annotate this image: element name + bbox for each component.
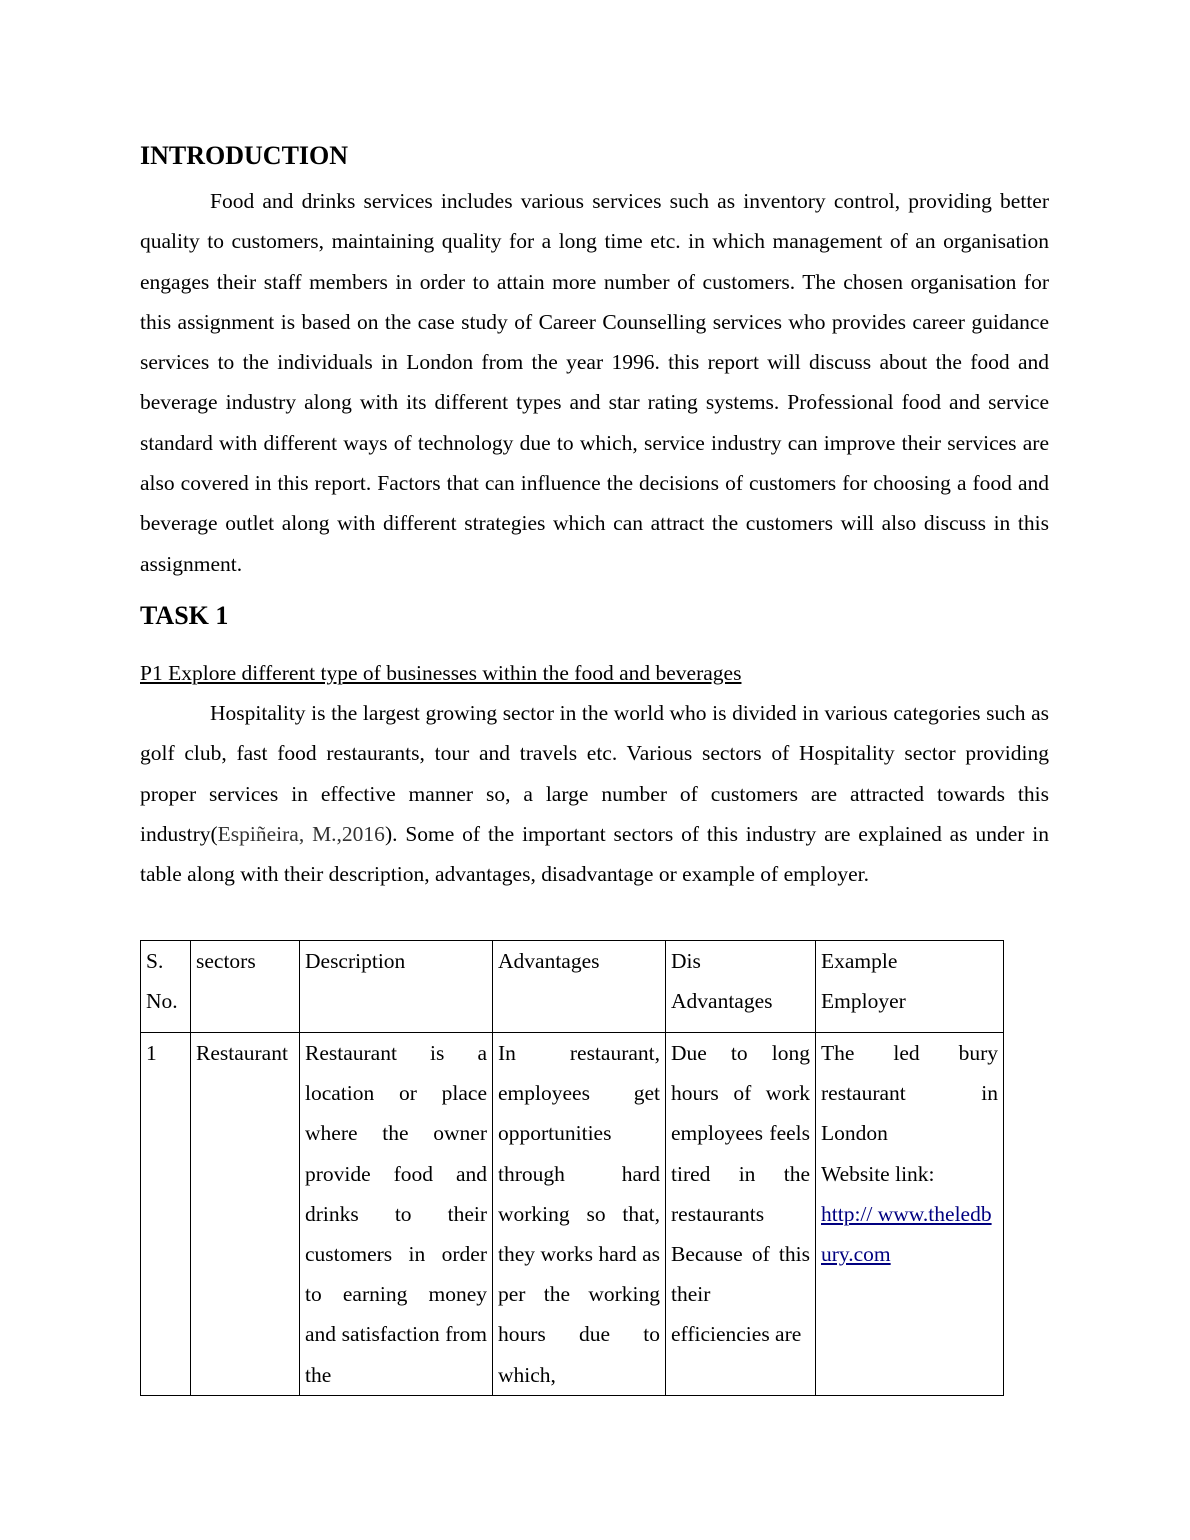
employer-website-link[interactable]: http:// www.theledbury.com [821,1201,992,1267]
header-advantages: Advantages [493,941,666,1033]
header-sno: S. No. [141,941,191,1033]
introduction-heading: INTRODUCTION [140,141,349,170]
cell-example-employer [816,1033,1004,1396]
introduction-paragraph: Food and drinks services includes various services such as inventory control, providing better quality to customers, maintaining quality for a long time etc. in which management of an organisation engages their staff members in order to attain more number of customers. The chosen organisation for this assignment is based on the case study of Career Counselling services who provides career guidance services to the individuals in London from the year 1996. this report will discuss about the food and beverage industry along with its different types and star rating systems. Professional food and service standard with different ways of technology due to which, service industry can improve their services are also covered in this report. Factors that can influence the decisions of customers for choosing a food and beverage outlet along with different strategies which can attract the customers will also discuss in this assignment. [140,189,1049,576]
cell-disadvantages: Due to long hours of work employees feels tired in the restaurants Because of this their efficiencies are [666,1033,816,1396]
header-description: Description [300,941,493,1033]
table-row [141,1033,1004,1396]
header-example-employer: Example Employer [816,941,1004,1033]
cell-sector: Restaurant [191,1033,300,1396]
table-header-row [141,941,1004,1033]
employer-name: The led bury restaurant in London [821,1041,998,1146]
sectors-table [140,940,1004,1396]
p1-subheading: P1 Explore different type of businesses within the food and beverages [140,661,742,685]
header-disadvantages: Dis Advantages [666,941,816,1033]
citation: Espiñeira, M.,2016 [217,821,385,846]
cell-advantages: In restaurant, employees get opportunities through hard working so that, they works hard as per the working hours due to which, [493,1033,666,1396]
task1-heading: TASK 1 [140,601,229,630]
cell-description: Restaurant is a location or place where the owner provide food and drinks to their customers in order to earning money and satisfaction from the [300,1033,493,1396]
paragraph-text-start: Hospitality is the largest growing sector in the world who is divided in various categories such as golf club, fast food restaurants, tour and travels etc. Various sectors of Hospitality sector providing proper services in effective manner so, a large number of customers are attracted towards this industry( [140,701,1049,846]
header-sectors: sectors [191,941,300,1033]
paragraph-text-end: ). Some of the important sectors of this industry are explained as under in table along with their description, advantages, disadvantage or example of employer. [140,821,1049,887]
cell-sno: 1 [141,1033,191,1396]
employer-link-label: Website link: [821,1161,935,1186]
hospitality-paragraph [140,693,1049,894]
